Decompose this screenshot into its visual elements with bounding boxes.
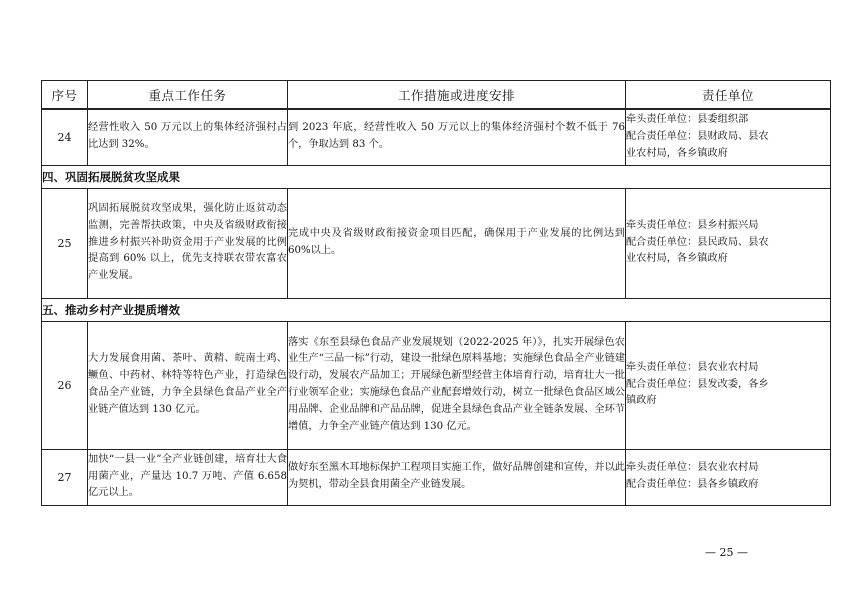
- measure-cell: 完成中央及省级财政衔接资金项目匹配，确保用于产业发展的比例达到 60%以上。: [288, 188, 626, 298]
- table-row: [42, 109, 831, 165]
- unit-line: 配合责任单位：县财政局、县农: [626, 130, 769, 142]
- section-title: 五、推动乡村产业提质增效: [42, 298, 831, 321]
- unit-line: 牵头责任单位：县乡村振兴局: [626, 219, 759, 231]
- table-row: [42, 321, 831, 449]
- task-cell: 加快“一县一业”全产业链创建，培育壮大食用菌产业，产量达 10.7 万吨、产值 6.658 亿元以上。: [88, 449, 288, 505]
- unit-line: 配合责任单位：县各乡镇政府: [626, 479, 759, 490]
- task-cell: 大力发展食用菌、茶叶、黄精、皖南土鸡、鳜鱼、中药材、林特等特色产业，打造绿色食品全产业链，力争全县绿色食品产业全产业链产值达到 130 亿元。: [88, 321, 288, 449]
- unit-line: 镇政府: [626, 395, 657, 407]
- unit-line: 业农村局，各乡镇政府: [626, 147, 728, 159]
- task-cell: 巩固拓展脱贫攻坚成果，强化防止返贫动态监测，完善帮扶政策，中央及省级财政衔接推进乡村振兴补助资金用于产业发展的比例提高到 60% 以上，优先支持联农带农富农产业发展。: [88, 188, 288, 298]
- unit-line: 牵头责任单位：县委组织部: [626, 114, 749, 126]
- table-row: [42, 188, 831, 298]
- table-header-row: [42, 81, 831, 110]
- row-number: 26: [42, 321, 88, 449]
- unit-cell: [626, 321, 831, 449]
- row-number: 25: [42, 188, 88, 298]
- row-number: 27: [42, 449, 88, 505]
- unit-line: 业农村局，各乡镇政府: [626, 253, 728, 265]
- measure-cell: 落实《东至县绿色食品产业发展规划（2022-2025 年）》，扎实开展绿色农业生产“三品一标”行动，建设一批绿色原料基地；实施绿色食品全产业链建设行动，发展农产品加工；开展绿色新型经营主体培育行动，培育壮大一批行业领军企业；实施绿色食品产业配套增效行动，树立一批绿色食品区域公用品牌、企业品牌和产品品牌，促进全县绿色食品产业全链条发展、全环节增值，力争全产业链产值达到 130 亿元。: [288, 321, 626, 449]
- header-measure: 工作措施或进度安排: [288, 81, 626, 110]
- header-task: 重点工作任务: [88, 81, 288, 110]
- measure-cell: 到 2023 年底，经营性收入 50 万元以上的集体经济强村个数不低于 76 个，争取达到 83 个。: [288, 109, 626, 165]
- header-seq: 序号: [42, 81, 88, 110]
- section-row: [42, 298, 831, 321]
- section-title: 四、巩固拓展脱贫攻坚成果: [42, 165, 831, 188]
- row-number: 24: [42, 109, 88, 165]
- unit-cell: [626, 449, 831, 505]
- task-cell: 经营性收入 50 万元以上的集体经济强村占比达到 32%。: [88, 109, 288, 165]
- measure-cell: 做好东至黑木耳地标保护工程项目实施工作，做好品牌创建和宣传，并以此为契机，带动全县食用菌全产业链发展。: [288, 449, 626, 505]
- unit-line: 配合责任单位：县发改委，各乡: [626, 378, 769, 390]
- unit-line: 配合责任单位：县民政局、县农: [626, 236, 769, 248]
- header-unit: 责任单位: [626, 81, 831, 110]
- unit-cell: [626, 109, 831, 165]
- unit-line: 牵头责任单位：县农业农村局: [626, 361, 759, 373]
- page-number: — 25 —: [705, 546, 748, 559]
- unit-line: 牵头责任单位：县农业农村局: [626, 462, 759, 474]
- task-table: [41, 80, 831, 506]
- table-row: [42, 449, 831, 505]
- section-row: [42, 165, 831, 188]
- unit-cell: [626, 188, 831, 298]
